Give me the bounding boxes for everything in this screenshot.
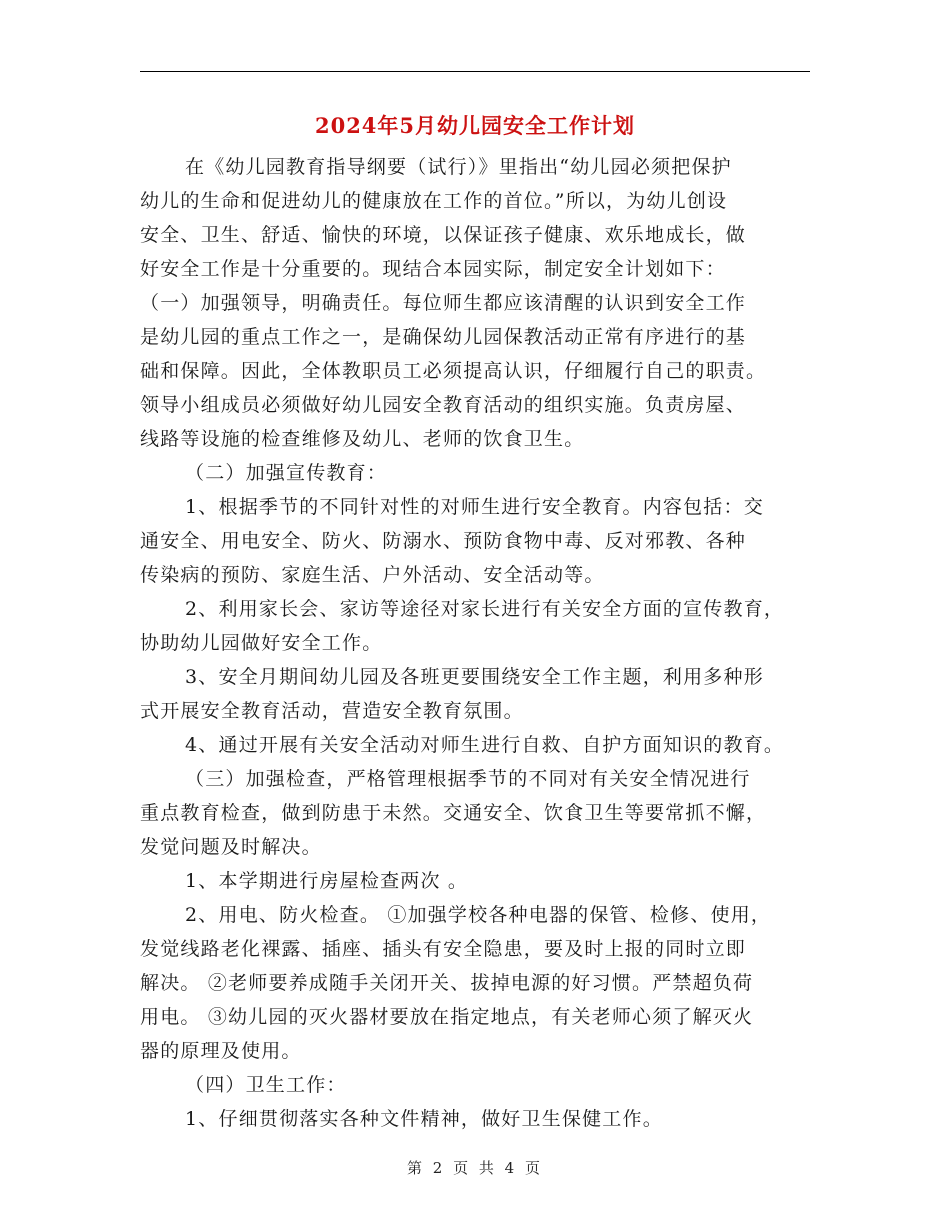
text-line: 用电。 ③幼儿园的灭火器材要放在指定地点，有关老师心须了解灭火 bbox=[140, 1006, 754, 1028]
page-footer: 第 2 页 共 4 页 bbox=[407, 1159, 543, 1177]
text-line: 4、通过开展有关安全活动对师生进行自救、自护方面知识的教育。 bbox=[185, 734, 785, 756]
text-line: 通安全、用电安全、防火、防溺水、预防食物中毒、反对邪教、各种 bbox=[140, 530, 747, 552]
text-line: 重点教育检查，做到防患于未然。交通安全、饮食卫生等要常抓不懈， bbox=[140, 802, 767, 824]
text-line: 1、根据季节的不同针对性的对师生进行安全教育。内容包括：交 bbox=[185, 496, 764, 518]
text-line: 1、仔细贯彻落实各种文件精神，做好卫生保健工作。 bbox=[185, 1108, 663, 1130]
section-heading: （四）卫生工作： bbox=[185, 1074, 347, 1096]
section-heading: （三）加强检查，严格管理根据季节的不同对有关安全情况进行 bbox=[185, 768, 751, 790]
text-line: 协助幼儿园做好安全工作。 bbox=[140, 632, 383, 654]
text-line: 发觉问题及时解决。 bbox=[140, 836, 322, 858]
text-line: 式开展安全教育活动，营造安全教育氛围。 bbox=[140, 700, 524, 722]
document-title: 2024年5月幼儿园安全工作计划 bbox=[314, 113, 636, 138]
text-line: 是幼儿园的重点工作之一，是确保幼儿园保教活动正常有序进行的基 bbox=[140, 326, 747, 348]
text-line: 线路等设施的检查维修及幼儿、老师的饮食卫生。 bbox=[140, 428, 585, 450]
text-line: 器的原理及使用。 bbox=[140, 1040, 302, 1062]
text-line: 1、本学期进行房屋检查两次 。 bbox=[185, 870, 469, 892]
text-line: 2、用电、防火检查。 ①加强学校各种电器的保管、检修、使用， bbox=[185, 904, 772, 926]
section-heading: （二）加强宣传教育： bbox=[185, 462, 388, 484]
text-line: 发觉线路老化裸露、插座、插头有安全隐患，要及时上报的同时立即 bbox=[140, 938, 747, 960]
text-line: 3、安全月期间幼儿园及各班更要围绕安全工作主题，利用多种形 bbox=[185, 666, 764, 688]
text-line: 好安全工作是十分重要的。现结合本园实际，制定安全计划如下： bbox=[140, 258, 726, 280]
text-line: 安全、卫生、舒适、愉快的环境，以保证孩子健康、欢乐地成长，做 bbox=[140, 224, 747, 246]
text-line: 2、利用家长会、家访等途径对家长进行有关安全方面的宣传教育， bbox=[185, 598, 785, 620]
header-rule bbox=[140, 71, 810, 72]
text-line: 幼儿的生命和促进幼儿的健康放在工作的首位。”所以，为幼儿创设 bbox=[140, 190, 728, 212]
text-line: 领导小组成员必须做好幼儿园安全教育活动的组织实施。负责房屋、 bbox=[140, 394, 747, 416]
text-line: 在《幼儿园教育指导纲要（试行）》里指出“幼儿园必须把保护 bbox=[185, 156, 732, 178]
text-line: 解决。 ②老师要养成随手关闭开关、拔掉电源的好习惯。严禁超负荷 bbox=[140, 972, 754, 994]
text-line: 传染病的预防、家庭生活、户外活动、安全活动等。 bbox=[140, 564, 605, 586]
text-line: （一）加强领导，明确责任。每位师生都应该清醒的认识到安全工作 bbox=[140, 292, 747, 314]
text-line: 础和保障。因此，全体教职员工必须提高认识，仔细履行自己的职责。 bbox=[140, 360, 767, 382]
